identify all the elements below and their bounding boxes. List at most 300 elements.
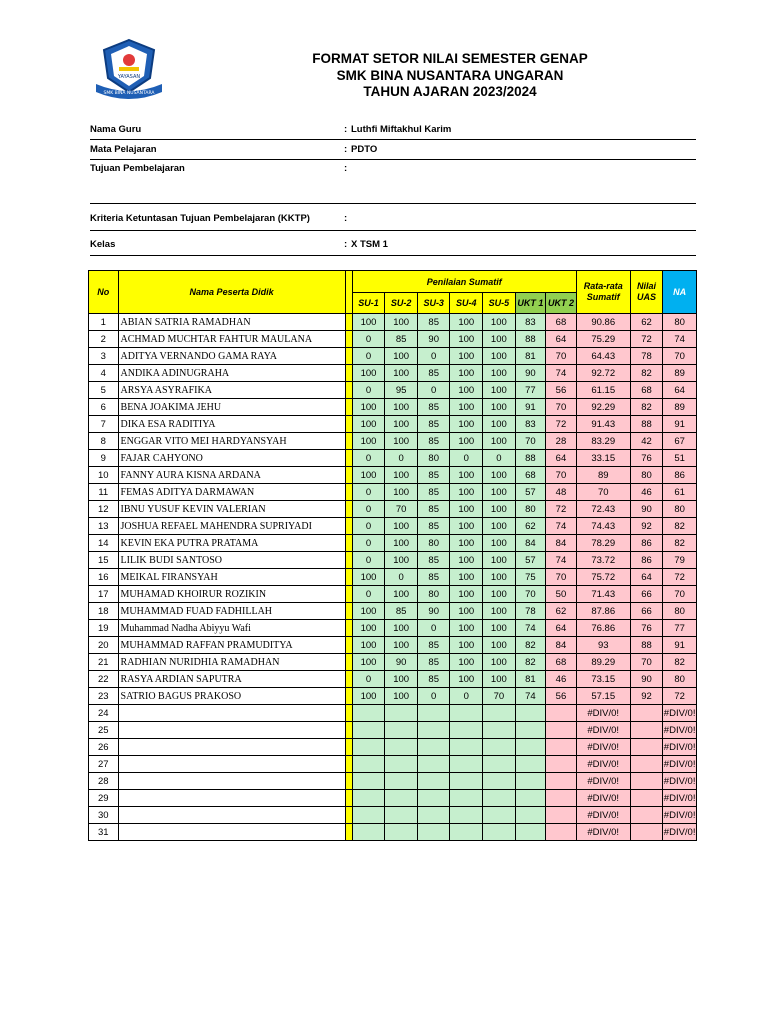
avg-cell: 75.29 (576, 331, 630, 348)
class-value: X TSM 1 (351, 239, 388, 250)
score-cell: 70 (483, 688, 516, 705)
score-cell (546, 756, 577, 773)
score-cell: 85 (417, 467, 450, 484)
score-cell: 100 (483, 348, 516, 365)
table-row (89, 603, 697, 620)
student-name: LILIK BUDI SANTOSO (118, 552, 345, 569)
score-cell (417, 773, 450, 790)
score-cell: 0 (417, 382, 450, 399)
score-cell: 100 (385, 620, 418, 637)
colon: : (344, 124, 348, 135)
score-cell: 68 (546, 314, 577, 331)
score-cell: 100 (352, 654, 385, 671)
score-cell: 83 (515, 416, 546, 433)
row-number: 8 (89, 433, 119, 450)
score-cell: 64 (546, 620, 577, 637)
table-row (89, 314, 697, 331)
na-cell: #DIV/0! (663, 773, 697, 790)
table-row (89, 807, 697, 824)
table-row (89, 331, 697, 348)
score-cell (450, 756, 483, 773)
table-row (89, 416, 697, 433)
score-cell (352, 722, 385, 739)
student-name: RASYA ARDIAN SAPUTRA (118, 671, 345, 688)
score-cell: 0 (352, 348, 385, 365)
score-cell (450, 773, 483, 790)
score-cell: 100 (352, 365, 385, 382)
score-cell (352, 705, 385, 722)
score-cell (546, 824, 577, 841)
score-cell: 100 (450, 518, 483, 535)
score-cell: 100 (483, 535, 516, 552)
student-name (118, 773, 345, 790)
score-cell: 0 (352, 484, 385, 501)
student-name (118, 739, 345, 756)
score-cell: 85 (417, 501, 450, 518)
uas-cell: 66 (630, 603, 663, 620)
col-avg-header: Rata-rata Sumatif (576, 271, 630, 314)
score-cell: 100 (385, 535, 418, 552)
table-row (89, 586, 697, 603)
score-cell: 100 (450, 382, 483, 399)
score-cell: 70 (515, 433, 546, 450)
score-cell: 85 (417, 671, 450, 688)
table-row (89, 722, 697, 739)
score-cell: 85 (417, 433, 450, 450)
score-cell: 100 (385, 467, 418, 484)
score-cell: 100 (385, 365, 418, 382)
avg-cell: #DIV/0! (576, 773, 630, 790)
svg-text:YAYASAN: YAYASAN (117, 74, 141, 80)
class-label: Kelas (90, 239, 116, 250)
na-cell: 89 (663, 365, 697, 382)
score-cell: 0 (352, 552, 385, 569)
score-cell: 48 (546, 484, 577, 501)
score-cell (352, 824, 385, 841)
score-cell (515, 722, 546, 739)
score-cell (352, 773, 385, 790)
score-cell (385, 756, 418, 773)
score-cell: 0 (352, 671, 385, 688)
col-su5-header: SU-5 (483, 293, 516, 314)
row-number: 29 (89, 790, 119, 807)
student-name: MEIKAL FIRANSYAH (118, 569, 345, 586)
score-cell: 62 (546, 603, 577, 620)
kktp-label: Kriteria Ketuntasan Tujuan Pembelajaran (KKTP) (90, 213, 310, 224)
avg-cell: 92.29 (576, 399, 630, 416)
score-cell: 100 (385, 416, 418, 433)
score-cell (450, 705, 483, 722)
score-cell: 100 (483, 586, 516, 603)
student-name: ARSYA ASYRAFIKA (118, 382, 345, 399)
na-cell: 82 (663, 518, 697, 535)
table-row (89, 671, 697, 688)
svg-text:SMK BINA NUSANTARA: SMK BINA NUSANTARA (103, 91, 155, 96)
score-cell: 100 (483, 637, 516, 654)
score-cell (546, 722, 577, 739)
table-row (89, 773, 697, 790)
na-cell: #DIV/0! (663, 722, 697, 739)
row-number: 27 (89, 756, 119, 773)
score-cell (352, 807, 385, 824)
score-cell: 85 (417, 314, 450, 331)
uas-cell: 42 (630, 433, 663, 450)
uas-cell: 88 (630, 637, 663, 654)
na-cell: 64 (663, 382, 697, 399)
score-cell: 100 (352, 467, 385, 484)
row-number: 31 (89, 824, 119, 841)
score-cell: 70 (546, 399, 577, 416)
row-number: 28 (89, 773, 119, 790)
score-cell: 0 (483, 450, 516, 467)
score-cell: 100 (450, 671, 483, 688)
score-cell (483, 824, 516, 841)
score-cell: 100 (385, 484, 418, 501)
score-cell: 85 (417, 569, 450, 586)
table-row (89, 365, 697, 382)
score-cell: 100 (385, 399, 418, 416)
score-cell (546, 807, 577, 824)
score-cell: 70 (385, 501, 418, 518)
avg-cell: 93 (576, 637, 630, 654)
uas-cell: 90 (630, 501, 663, 518)
score-cell: 100 (385, 671, 418, 688)
row-number: 4 (89, 365, 119, 382)
score-cell: 74 (546, 518, 577, 535)
na-cell: 72 (663, 688, 697, 705)
score-cell (417, 739, 450, 756)
na-cell: 72 (663, 569, 697, 586)
score-cell (546, 739, 577, 756)
score-cell: 88 (515, 450, 546, 467)
na-cell: 91 (663, 637, 697, 654)
score-cell (385, 722, 418, 739)
row-number: 17 (89, 586, 119, 603)
row-number: 14 (89, 535, 119, 552)
table-row (89, 399, 697, 416)
na-cell: 80 (663, 603, 697, 620)
score-cell: 50 (546, 586, 577, 603)
score-cell: 90 (417, 603, 450, 620)
score-cell: 100 (450, 501, 483, 518)
score-cell: 100 (385, 586, 418, 603)
student-name: FEMAS ADITYA DARMAWAN (118, 484, 345, 501)
score-cell (515, 824, 546, 841)
table-row (89, 501, 697, 518)
table-row (89, 637, 697, 654)
score-cell: 91 (515, 399, 546, 416)
col-name-header: Nama Peserta Didik (118, 271, 345, 314)
avg-cell: #DIV/0! (576, 722, 630, 739)
score-cell: 0 (352, 331, 385, 348)
score-cell: 0 (450, 450, 483, 467)
row-number: 20 (89, 637, 119, 654)
col-ukt1-header: UKT 1 (515, 293, 546, 314)
objective-label: Tujuan Pembelajaran (90, 163, 185, 174)
table-row (89, 552, 697, 569)
colon: : (344, 213, 348, 224)
col-su1-header: SU-1 (352, 293, 385, 314)
col-su3-header: SU-3 (417, 293, 450, 314)
score-cell (515, 756, 546, 773)
na-cell: 74 (663, 331, 697, 348)
score-cell (450, 739, 483, 756)
score-cell (450, 824, 483, 841)
na-cell: 80 (663, 501, 697, 518)
score-cell: 0 (417, 348, 450, 365)
uas-cell: 82 (630, 365, 663, 382)
avg-cell: 61.15 (576, 382, 630, 399)
avg-cell: 90.86 (576, 314, 630, 331)
table-row (89, 467, 697, 484)
score-cell: 90 (417, 331, 450, 348)
col-ukt2-header: UKT 2 (546, 293, 577, 314)
score-cell (417, 824, 450, 841)
score-cell (546, 705, 577, 722)
score-cell: 0 (352, 501, 385, 518)
score-cell: 70 (515, 586, 546, 603)
uas-cell (630, 790, 663, 807)
score-cell: 77 (515, 382, 546, 399)
na-cell: 82 (663, 535, 697, 552)
row-number: 5 (89, 382, 119, 399)
score-cell (385, 773, 418, 790)
uas-cell: 80 (630, 467, 663, 484)
score-cell: 100 (450, 348, 483, 365)
score-cell (515, 790, 546, 807)
row-number: 30 (89, 807, 119, 824)
uas-cell: 92 (630, 518, 663, 535)
score-cell: 100 (483, 382, 516, 399)
avg-cell: 89.29 (576, 654, 630, 671)
score-cell: 74 (515, 688, 546, 705)
score-cell: 100 (483, 416, 516, 433)
student-name: MUHAMMAD FUAD FADHILLAH (118, 603, 345, 620)
uas-cell: 72 (630, 331, 663, 348)
score-cell: 80 (515, 501, 546, 518)
table-row (89, 739, 697, 756)
score-cell: 100 (450, 654, 483, 671)
score-cell: 84 (546, 637, 577, 654)
student-name: KEVIN EKA PUTRA PRATAMA (118, 535, 345, 552)
avg-cell: 72.43 (576, 501, 630, 518)
score-cell: 100 (483, 467, 516, 484)
table-row (89, 688, 697, 705)
score-cell: 100 (483, 331, 516, 348)
score-cell: 0 (352, 586, 385, 603)
row-number: 22 (89, 671, 119, 688)
score-cell (483, 756, 516, 773)
avg-cell: 71.43 (576, 586, 630, 603)
score-cell: 100 (483, 433, 516, 450)
uas-cell: 86 (630, 535, 663, 552)
score-cell: 90 (385, 654, 418, 671)
uas-cell: 70 (630, 654, 663, 671)
score-cell: 100 (450, 620, 483, 637)
score-cell: 100 (352, 314, 385, 331)
avg-cell: 57.15 (576, 688, 630, 705)
score-cell: 0 (417, 688, 450, 705)
colon: : (344, 239, 348, 250)
score-cell (417, 790, 450, 807)
score-cell: 85 (417, 654, 450, 671)
score-cell: 70 (546, 569, 577, 586)
score-cell: 100 (385, 552, 418, 569)
score-cell: 100 (450, 569, 483, 586)
avg-cell: 73.15 (576, 671, 630, 688)
uas-cell (630, 722, 663, 739)
score-cell: 68 (546, 654, 577, 671)
avg-cell: 76.86 (576, 620, 630, 637)
score-cell: 85 (417, 518, 450, 535)
uas-cell: 88 (630, 416, 663, 433)
na-cell: #DIV/0! (663, 807, 697, 824)
table-row (89, 518, 697, 535)
score-cell: 46 (546, 671, 577, 688)
uas-cell (630, 773, 663, 790)
col-su2-header: SU-2 (385, 293, 418, 314)
score-cell: 84 (515, 535, 546, 552)
score-cell (417, 756, 450, 773)
row-number: 19 (89, 620, 119, 637)
table-row (89, 484, 697, 501)
row-number: 11 (89, 484, 119, 501)
score-cell: 100 (385, 433, 418, 450)
score-cell: 85 (385, 603, 418, 620)
score-cell: 100 (450, 603, 483, 620)
score-cell: 56 (546, 382, 577, 399)
score-cell: 100 (450, 365, 483, 382)
score-cell: 100 (483, 569, 516, 586)
uas-cell: 62 (630, 314, 663, 331)
avg-cell: #DIV/0! (576, 756, 630, 773)
row-number: 13 (89, 518, 119, 535)
col-no-header: No (89, 271, 119, 314)
score-cell: 100 (385, 637, 418, 654)
student-name: Muhammad Nadha Abiyyu Wafi (118, 620, 345, 637)
score-cell: 68 (515, 467, 546, 484)
score-cell: 100 (483, 399, 516, 416)
school-logo (92, 38, 166, 104)
score-cell (450, 807, 483, 824)
na-cell: 70 (663, 586, 697, 603)
score-cell: 85 (417, 552, 450, 569)
row-number: 25 (89, 722, 119, 739)
score-cell: 100 (352, 433, 385, 450)
score-cell: 100 (483, 620, 516, 637)
col-uas-header: Nilai UAS (630, 271, 663, 314)
avg-cell: 64.43 (576, 348, 630, 365)
doc-title-line1: FORMAT SETOR NILAI SEMESTER GENAP (312, 51, 588, 66)
uas-cell: 82 (630, 399, 663, 416)
student-name: FANNY AURA KISNA ARDANA (118, 467, 345, 484)
table-row (89, 824, 697, 841)
row-number: 21 (89, 654, 119, 671)
score-cell: 0 (417, 620, 450, 637)
score-cell (483, 807, 516, 824)
student-name (118, 722, 345, 739)
score-cell: 85 (417, 365, 450, 382)
score-cell: 90 (515, 365, 546, 382)
student-name: RADHIAN NURIDHIA RAMADHAN (118, 654, 345, 671)
row-number: 1 (89, 314, 119, 331)
row-number: 6 (89, 399, 119, 416)
row-number: 9 (89, 450, 119, 467)
score-cell: 83 (515, 314, 546, 331)
score-cell: 100 (352, 416, 385, 433)
score-cell: 100 (483, 671, 516, 688)
score-cell: 100 (450, 331, 483, 348)
score-cell (483, 722, 516, 739)
table-row (89, 535, 697, 552)
col-na-header: NA (663, 271, 697, 314)
row-number: 16 (89, 569, 119, 586)
avg-cell: 92.72 (576, 365, 630, 382)
score-cell (352, 756, 385, 773)
score-cell: 72 (546, 416, 577, 433)
student-name: ANDIKA ADINUGRAHA (118, 365, 345, 382)
uas-cell: 90 (630, 671, 663, 688)
score-cell: 80 (417, 586, 450, 603)
score-cell: 100 (352, 637, 385, 654)
row-number: 15 (89, 552, 119, 569)
score-cell: 28 (546, 433, 577, 450)
score-cell: 82 (515, 637, 546, 654)
score-cell (546, 790, 577, 807)
table-row (89, 433, 697, 450)
uas-cell (630, 705, 663, 722)
score-cell (385, 790, 418, 807)
doc-title-line3: TAHUN AJARAN 2023/2024 (363, 84, 537, 99)
row-number: 3 (89, 348, 119, 365)
uas-cell (630, 807, 663, 824)
na-cell: 89 (663, 399, 697, 416)
avg-cell: #DIV/0! (576, 739, 630, 756)
score-cell (352, 739, 385, 756)
score-cell: 100 (450, 314, 483, 331)
score-cell: 100 (483, 501, 516, 518)
score-cell: 84 (546, 535, 577, 552)
row-number: 26 (89, 739, 119, 756)
score-cell (385, 705, 418, 722)
score-cell: 75 (515, 569, 546, 586)
score-cell (417, 807, 450, 824)
score-cell: 81 (515, 348, 546, 365)
avg-cell: #DIV/0! (576, 705, 630, 722)
score-cell (483, 705, 516, 722)
student-name (118, 790, 345, 807)
avg-cell: 91.43 (576, 416, 630, 433)
uas-cell: 76 (630, 620, 663, 637)
na-cell: 91 (663, 416, 697, 433)
student-name: MUHAMMAD RAFFAN PRAMUDITYA (118, 637, 345, 654)
score-cell: 85 (417, 399, 450, 416)
score-cell (515, 773, 546, 790)
score-cell (417, 705, 450, 722)
avg-cell: 74.43 (576, 518, 630, 535)
grade-table (88, 270, 697, 841)
avg-cell: #DIV/0! (576, 824, 630, 841)
na-cell: 82 (663, 654, 697, 671)
score-cell: 78 (515, 603, 546, 620)
avg-cell: #DIV/0! (576, 790, 630, 807)
score-cell: 100 (450, 586, 483, 603)
score-cell: 57 (515, 484, 546, 501)
score-cell: 0 (352, 382, 385, 399)
score-cell (483, 739, 516, 756)
score-cell: 100 (483, 654, 516, 671)
na-cell: #DIV/0! (663, 756, 697, 773)
